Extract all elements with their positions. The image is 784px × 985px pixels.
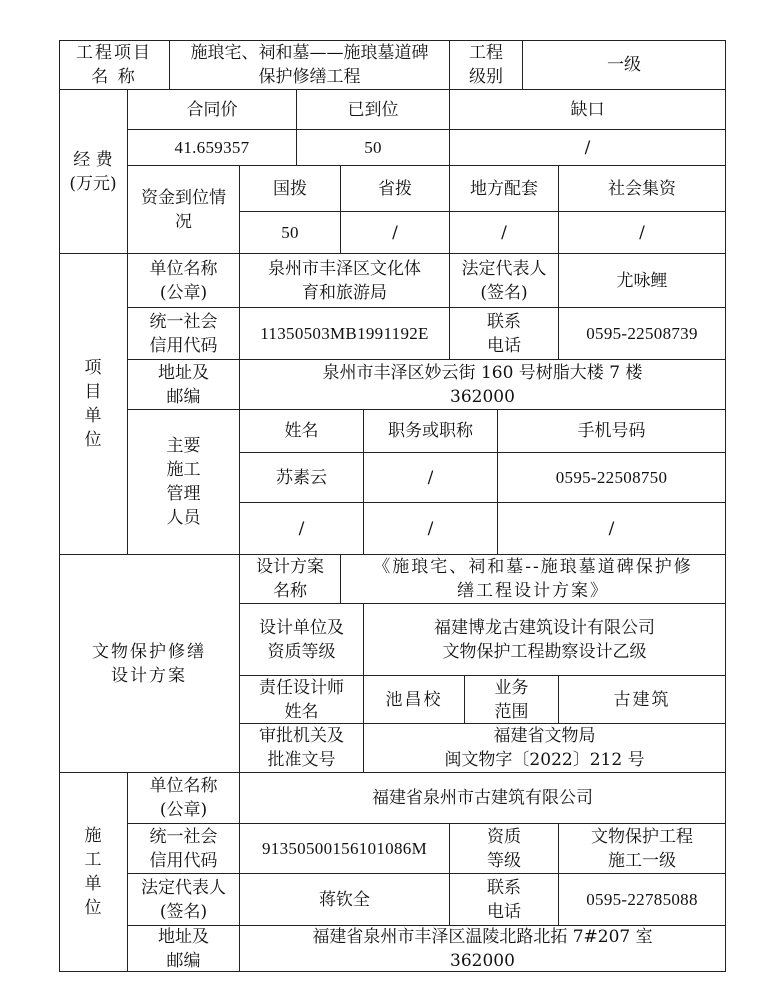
design-unit-label: 设计单位及 资质等级 [240, 604, 364, 676]
legal-rep-label: 法定代表人 (签名) [450, 254, 559, 308]
address-label: 地址及 邮编 [128, 360, 240, 410]
arrived-label: 已到位 [297, 90, 450, 130]
construction-unit-label: 施 工 单 位 [59, 773, 128, 972]
col-title: 职务或职称 [364, 410, 498, 453]
qualification-label: 资质 等级 [450, 824, 559, 874]
contact-value: 0595-22508739 [559, 308, 726, 360]
approval-value: 福建省文物局 闽文物字〔2022〕212 号 [364, 724, 726, 773]
managers-label: 主要 施工 管理 人员 [128, 410, 240, 555]
construction-address-label: 地址及 邮编 [128, 926, 240, 972]
provincial-value: / [341, 212, 450, 254]
credit-code-label: 统一社会 信用代码 [128, 308, 240, 360]
gap-label: 缺口 [450, 90, 726, 130]
contract-price-value: 41.659357 [128, 130, 297, 166]
design-unit-value: 福建博龙古建筑设计有限公司 文物保护工程勘察设计乙级 [364, 604, 726, 676]
national-label: 国拨 [240, 166, 341, 212]
scope-value: 古建筑 [559, 676, 726, 724]
plan-name-label: 设计方案 名称 [240, 555, 341, 604]
design-section-label: 文物保护修缮 设计方案 [59, 555, 240, 773]
project-unit-label: 项 目 单 位 [59, 254, 128, 555]
construction-credit-label: 统一社会 信用代码 [128, 824, 240, 874]
gap-value: / [450, 130, 726, 166]
construction-name-value: 福建省泉州市古建筑有限公司 [240, 773, 726, 824]
construction-rep-value: 蒋钦全 [240, 874, 450, 926]
arrived-value: 50 [297, 130, 450, 166]
designer-value: 池昌校 [364, 676, 465, 724]
address-value: 泉州市丰泽区妙云街 160 号树脂大楼 7 楼 362000 [240, 360, 726, 410]
manager-title: / [364, 503, 498, 555]
project-level-label: 工程 级别 [450, 40, 523, 90]
contract-price-label: 合同价 [128, 90, 297, 130]
credit-code-value: 11350503MB1991192E [240, 308, 450, 360]
social-value: / [559, 212, 726, 254]
legal-rep-value: 尤咏鲤 [559, 254, 726, 308]
manager-name: / [240, 503, 364, 555]
local-value: / [450, 212, 559, 254]
manager-title: / [364, 453, 498, 503]
funding-label: 经 费 (万元) [59, 90, 128, 254]
construction-contact-value: 0595-22785088 [559, 874, 726, 926]
manager-phone: 0595-22508750 [498, 453, 726, 503]
construction-contact-label: 联系 电话 [450, 874, 559, 926]
qualification-value: 文物保护工程 施工一级 [559, 824, 726, 874]
manager-name: 苏素云 [240, 453, 364, 503]
plan-name-value: 《施琅宅、祠和墓--施琅墓道碑保护修 缮工程设计方案》 [341, 555, 726, 604]
national-value: 50 [240, 212, 341, 254]
contact-label: 联系 电话 [450, 308, 559, 360]
project-level-value: 一级 [523, 40, 726, 90]
approval-label: 审批机关及 批准文号 [240, 724, 364, 773]
social-label: 社会集资 [559, 166, 726, 212]
construction-rep-label: 法定代表人 (签名) [128, 874, 240, 926]
unit-name-value: 泉州市丰泽区文化体 育和旅游局 [240, 254, 450, 308]
scope-label: 业务 范围 [465, 676, 559, 724]
unit-name-label: 单位名称 (公章) [128, 254, 240, 308]
provincial-label: 省拨 [341, 166, 450, 212]
project-name-label: 工程项目 名 称 [59, 40, 170, 90]
col-phone: 手机号码 [498, 410, 726, 453]
designer-label: 责任设计师 姓名 [240, 676, 364, 724]
local-label: 地方配套 [450, 166, 559, 212]
manager-phone: / [498, 503, 726, 555]
construction-address-value: 福建省泉州市丰泽区温陵北路北拓 7#207 室 362000 [240, 926, 726, 972]
construction-credit-value: 91350500156101086M [240, 824, 450, 874]
project-name-value: 施琅宅、祠和墓——施琅墓道碑 保护修缮工程 [170, 40, 450, 90]
funding-status-label: 资金到位情 况 [128, 166, 240, 254]
col-name: 姓名 [240, 410, 364, 453]
construction-name-label: 单位名称 (公章) [128, 773, 240, 824]
